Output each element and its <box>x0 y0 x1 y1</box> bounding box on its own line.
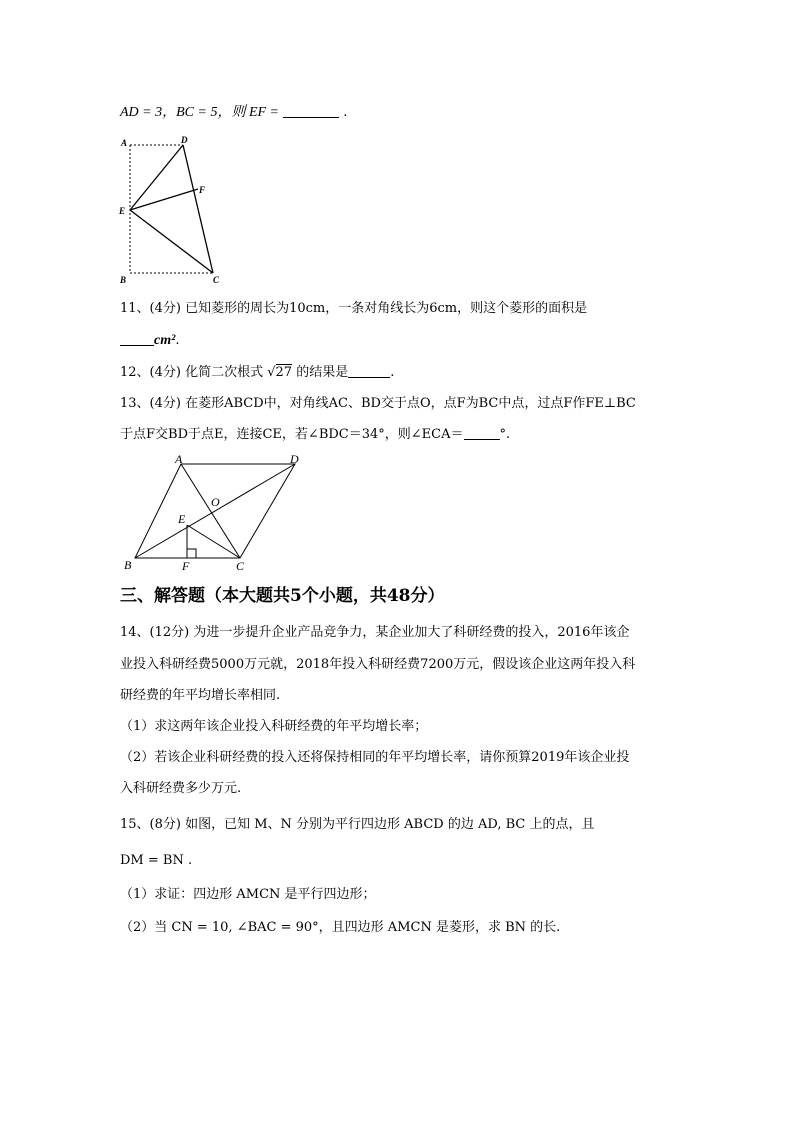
q10-condition: AD = 3，BC = 5，则 EF = <box>120 105 279 120</box>
q15-line2: DM = BN . <box>120 853 193 868</box>
label-a: A <box>175 452 183 466</box>
figure-q13 <box>120 452 320 572</box>
label-c: C <box>236 559 245 573</box>
label-a: A <box>121 138 128 148</box>
q14-sub2-line1: （2）若该企业科研经费的投入还将保持相同的年平均增长率，请你预算2019年该企业投 <box>120 750 630 765</box>
q14-sub1: （1）求这两年该企业投入科研经费的年平均增长率； <box>120 719 428 734</box>
q14-line1: 14、(12分) 为进一步提升企业产品竞争力，某企业加大了科研经费的投入，2016年该企 <box>120 625 630 640</box>
label-b: B <box>124 558 132 572</box>
q12-suffix: 的结果是 <box>296 365 349 380</box>
label-d: D <box>290 452 299 466</box>
label-f: F <box>182 559 190 573</box>
q11-line2 <box>120 331 714 351</box>
q10-line <box>120 103 714 123</box>
label-d: D <box>181 135 188 145</box>
q13-line1: 13、(4分) 在菱形ABCD中，对角线AC、BD交于点O，点F为BC中点，过点F作FE⊥BC <box>120 396 636 411</box>
q12-radicand: 27 <box>275 365 293 380</box>
section-heading: 三、解答题（本大题共5个小题，共48分） <box>120 586 445 606</box>
q11-unit: cm² <box>154 333 176 348</box>
diagonal-ac <box>181 464 240 558</box>
q15-sub2: （2）当 CN = 10, ∠BAC = 90°，且四边形 AMCN 是菱形，求 BN 的长. <box>120 920 561 935</box>
q13-line2-end: °. <box>499 427 511 442</box>
q12-prefix: 12、(4分) 化简二次根式 <box>120 365 264 380</box>
q15-line1: 15、(8分) 如图，已知 M、N 分别为平行四边形 ABCD 的边 AD, BC 上的点，且 <box>120 817 595 832</box>
label-c: C <box>213 275 220 285</box>
q12-radical: √27 <box>267 365 293 380</box>
q11-end: . <box>175 333 180 348</box>
q11-line1: 11、(4分) 已知菱形的周长为10cm，一条对角线长为6cm，则这个菱形的面积是 <box>120 301 588 316</box>
segment-ef <box>130 189 198 210</box>
label-b: B <box>120 275 127 285</box>
q13-line2 <box>120 425 714 445</box>
label-e: E <box>178 512 186 526</box>
segment-ed <box>130 145 183 210</box>
q13-answer-blank <box>464 425 500 440</box>
q14-line2: 业投入科研经费5000万元就，2018年投入科研经费7200万元，假设该企业这两年投入科 <box>120 657 636 672</box>
right-angle-mark <box>187 549 196 558</box>
q10-end: . <box>343 105 348 120</box>
q11-answer-blank <box>120 331 154 346</box>
q12-end: . <box>390 365 395 380</box>
q12-answer-blank <box>348 363 390 378</box>
figure-q10 <box>115 135 235 285</box>
label-e: E <box>119 206 126 216</box>
q14-sub2-line2: 入科研经费多少万元. <box>120 781 242 796</box>
q14-line3: 研经费的年平均增长率相同. <box>120 688 281 703</box>
label-o: O <box>211 495 220 509</box>
q15-sub1: （1）求证：四边形 AMCN 是平行四边形； <box>120 887 376 902</box>
segment-ec <box>187 525 240 558</box>
q12-line <box>120 363 714 383</box>
q10-answer-blank <box>283 103 339 118</box>
label-f: F <box>199 185 206 195</box>
q13-line2-text: 于点F交BD于点E，连接CE，若∠BDC＝34°，则∠ECA＝ <box>120 427 464 442</box>
diagonal-bd <box>135 464 295 558</box>
